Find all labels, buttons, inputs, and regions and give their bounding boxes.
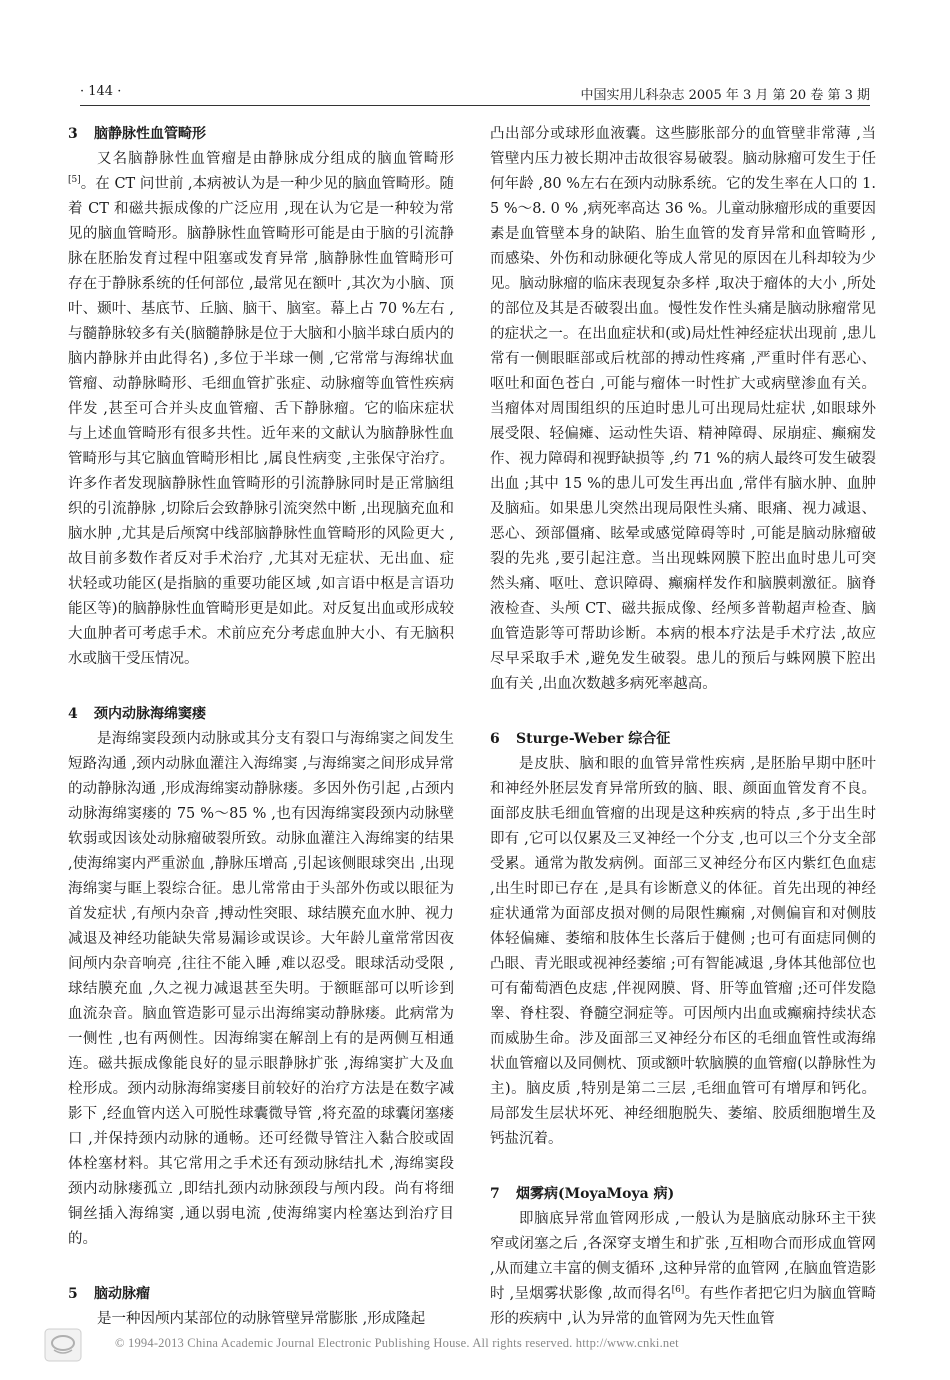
page-footer xyxy=(0,1328,950,1368)
section-4-paragraph: 是海绵窦段颈内动脉或其分支有裂口与海绵窦之间发生短路沟通 ,颈内动脉血灌注入海绵窦 ,与海绵窦之间形成异常的动静脉沟通 ,形成海绵窦动静脉瘘。多因外伤引起 ,占颈内动脉海绵窦瘘的 75 %～85 % ,也有因海绵窦段颈内动脉壁软弱或因该处动脉瘤破裂所致。动脉血灌注入海绵窦的结果 ,使海绵窦内严重淤血 ,静脉压增高 ,引起该侧眼球突出 ,出现海绵窦与眶上裂综合征。患儿常常由于头部外伤或以眼征为首发症状 ,有颅内杂音 ,搏动性突眼、球结膜充血水肿、视力减退及神经功能缺失常易漏诊或误诊。大年龄儿童常常因夜间颅内杂音响亮 ,往往不能入睡 ,难以忍受。眼球活动受限 ,球结膜充血 ,久之视力减退甚至失明。于额眶部可以听诊到血流杂音。脑血管造影可显示出海绵窦动静脉瘘。此病常为一侧性 ,也有两侧性。因海绵窦在解剖上有的是两侧互相通连。磁共振成像能良好的显示眼静脉扩张 ,海绵窦扩大及血栓形成。颈内动脉海绵窦瘘目前较好的治疗方法是在数字减影下 ,经血管内送入可脱性球囊微导管 ,将充盈的球囊闭塞瘘口 ,并保持颈内动脉的通畅。还可经微导管注入黏合胶或固体栓塞材料。其它常用之手术还有颈动脉结扎术 ,海绵窦段颈内动脉瘘孤立 ,即结扎颈内动脉颈段与颅内段。尚有将细铜丝插入海绵窦 ,通以弱电流 ,使海绵窦内栓塞达到治疗目的。 xyxy=(68,731,454,1247)
right-column xyxy=(490,122,876,1332)
cnki-logo-icon xyxy=(44,1328,82,1362)
section-heading-3 xyxy=(68,122,454,147)
section-title: 脑静脉性血管畸形 xyxy=(94,126,206,142)
section-number: 6 xyxy=(490,731,500,747)
section-number: 4 xyxy=(68,706,78,722)
page-number: · 144 · xyxy=(80,84,122,99)
section-heading-5 xyxy=(68,1282,454,1307)
paragraph-text: 。在 CT 问世前 ,本病被认为是一种少见的脑血管畸形。随着 CT 和磁共振成像的广泛应用 ,现在认为它是一种较为常见的脑血管畸形。脑静脉性血管畸形可能是由于脑的引流静脉在胚胎发育过程中阻塞或发育异常 ,脑静脉性血管畸形可存在于静脉系统的任何部位 ,最常见在额叶 ,其次为小脑、顶叶、颞叶、基底节、丘脑、脑干、脑室。幕上占 70 %左右 ,与髓静脉较多有关(脑髓静脉是位于大脑和小脑半球白质内的脑内静脉并由此得名) ,多位于半球一侧 ,它常常与海绵状血管瘤、动静脉畸形、毛细血管扩张症、动脉瘤等血管性疾病伴发 ,甚至可合并头皮血管瘤、舌下静脉瘤。它的临床症状与上述血管畸形有很多共性。近年来的文献认为脑静脉性血管畸形与其它脑血管畸形相比 ,属良性病变 ,主张保守治疗。许多作者发现脑静脉性血管畸形的引流静脉同时是正常脑组织的引流静脉 ,切除后会致静脉引流突然中断 ,出现脑充血和脑水肿 ,尤其是后颅窝中线部脑静脉性血管畸形的风险更大 ,故目前多数作者反对手术治疗 ,尤其对无症状、无出血、症状轻或功能区(是指脑的重要功能区域 ,如言语中枢是言语功能区等)的脑静脉性血管畸形更是如此。对反复出血或形成较大血肿者可考虑手术。术前应充分考虑血肿大小、有无脑积水或脑干受压情况。 xyxy=(68,176,454,667)
paragraph-text: 又名脑静脉性血管瘤是由静脉成分组成的脑血管畸形 xyxy=(97,151,454,167)
section-title: 烟雾病(MoyaMoya 病) xyxy=(516,1186,675,1202)
section-heading-4 xyxy=(68,702,454,727)
copyright-notice: © 1994-2013 China Academic Journal Electronic Publishing House. All rights reserved. http://www.cnki.net xyxy=(115,1336,679,1350)
section-number: 5 xyxy=(68,1286,78,1302)
journal-citation: 中国实用儿科杂志 2005 年 3 月 第 20 卷 第 3 期 xyxy=(580,88,870,103)
section-6-paragraph: 是皮肤、脑和眼的血管异常性疾病 ,是胚胎早期中胚叶和神经外胚层发育异常所致的脑、眼、颜面血管发育不良。面部皮肤毛细血管瘤的出现是这种疾病的特点 ,多于出生时即有 ,它可以仅累及三叉神经一个分支 ,也可以三个分支全部受累。通常为散发病例。面部三叉神经分布区内紫红色血痣 ,出生时即已存在 ,是具有诊断意义的体征。首先出现的神经症状通常为面部皮损对侧的局限性癫痫 ,对侧偏盲和对侧肢体轻偏瘫、萎缩和肢体生长落后于健侧 ;也可有面痣同侧的凸眼、青光眼或视神经萎缩 ;可有智能减退 ,身体其他部位也可有葡萄酒色皮痣 ,伴视网膜、肾、肝等血管瘤 ;还可伴发隐睾、脊柱裂、脊髓空洞症等。可因颅内出血或癫痫持续状态而威胁生命。涉及面部三叉神经分布区的毛细血管性或海绵状血管瘤以及同侧枕、顶或额叶软脑膜的血管瘤(以静脉性为主)。脑皮质 ,特别是第二三层 ,毛细血管可有增厚和钙化。局部发生层状坏死、神经细胞脱失、萎缩、胶质细胞增生及钙盐沉着。 xyxy=(490,756,876,1147)
section-title: 脑动脉瘤 xyxy=(94,1286,150,1302)
header-divider xyxy=(80,105,870,106)
section-title: Sturge-Weber 综合征 xyxy=(516,731,671,747)
section-title: 颈内动脉海绵窦瘘 xyxy=(94,706,206,722)
section-number: 7 xyxy=(490,1186,500,1202)
page-header xyxy=(80,84,870,106)
paragraph-text: 。有些作者把它归为脑血管畸形的疾病中 ,认为异常的血管网为先天性血管 xyxy=(490,1286,877,1327)
section-5-paragraph-continued: 凸出部分或球形血液囊。这些膨胀部分的血管壁非常薄 ,当管壁内压力被长期冲击故很容易破裂。脑动脉瘤可发生于任何年龄 ,80 %左右在颈内动脉系统。它的发生率在人口的 1. 5 %～8. 0 % ,病死率高达 36 %。儿童动脉瘤形成的重要因素是血管壁本身的缺陷、胎生血管的发育异常和血管畸形 ,而感染、外伤和动脉硬化等成人常见的原因在儿科却较为少见。脑动脉瘤的临床表现复杂多样 ,取决于瘤体的大小 ,所处的部位及其是否破裂出血。慢性发作性头痛是脑动脉瘤常见的症状之一。在出血症状和(或)局灶性神经症状出现前 ,患儿常有一侧眼眶部或后枕部的搏动性疼痛 ,严重时伴有恶心、呕吐和面色苍白 ,可能与瘤体一时性扩大或病壁渗血有关。当瘤体对周围组织的压迫时患儿可出现局灶症状 ,如眼球外展受限、轻偏瘫、运动性失语、精神障碍、尿崩症、癫痫发作、视力障碍和视野缺损等 ,约 71 %的病人最终可发生破裂出血 ;其中 15 %的患儿可发生再出血 ,常伴有脑水肿、血肿及脑疝。如果患儿突然出现局限性头痛、眼痛、视力减退、恶心、颈部僵痛、眩晕或感觉障碍等时 ,可能是脑动脉瘤破裂的先兆 ,要引起注意。当出现蛛网膜下腔出血时患儿可突然头痛、呕吐、意识障碍、癫痫样发作和脑膜刺激征。脑脊液检查、头颅 CT、磁共振成像、经颅多普勒超声检查、脑血管造影等可帮助诊断。本病的根本疗法是手术疗法 ,故应尽早采取手术 ,避免发生破裂。患儿的预后与蛛网膜下腔出血有关 ,出血次数越多病死率越高。 xyxy=(490,126,876,692)
citation-ref: [6] xyxy=(671,1285,685,1296)
citation-ref: [5] xyxy=(68,175,81,186)
section-5-paragraph-start: 是一种因颅内某部位的动脉管壁异常膨胀 ,形成隆起 xyxy=(97,1311,426,1327)
section-heading-7 xyxy=(490,1182,876,1207)
left-column xyxy=(68,122,454,1332)
section-7-paragraph xyxy=(490,1207,876,1332)
section-heading-6 xyxy=(490,727,876,752)
section-3-paragraph xyxy=(68,147,454,672)
paragraph-text: 即脑底异常血管网形成 ,一般认为是脑底动脉环主干狭窄或闭塞之后 ,各深穿支增生和扩张 ,互相吻合而形成血管网 ,从而建立丰富的侧支循环 ,这种异常的血管网 ,在脑血管造影时 ,呈烟雾状影像 ,故而得名 xyxy=(490,1211,876,1302)
section-number: 3 xyxy=(68,126,78,142)
